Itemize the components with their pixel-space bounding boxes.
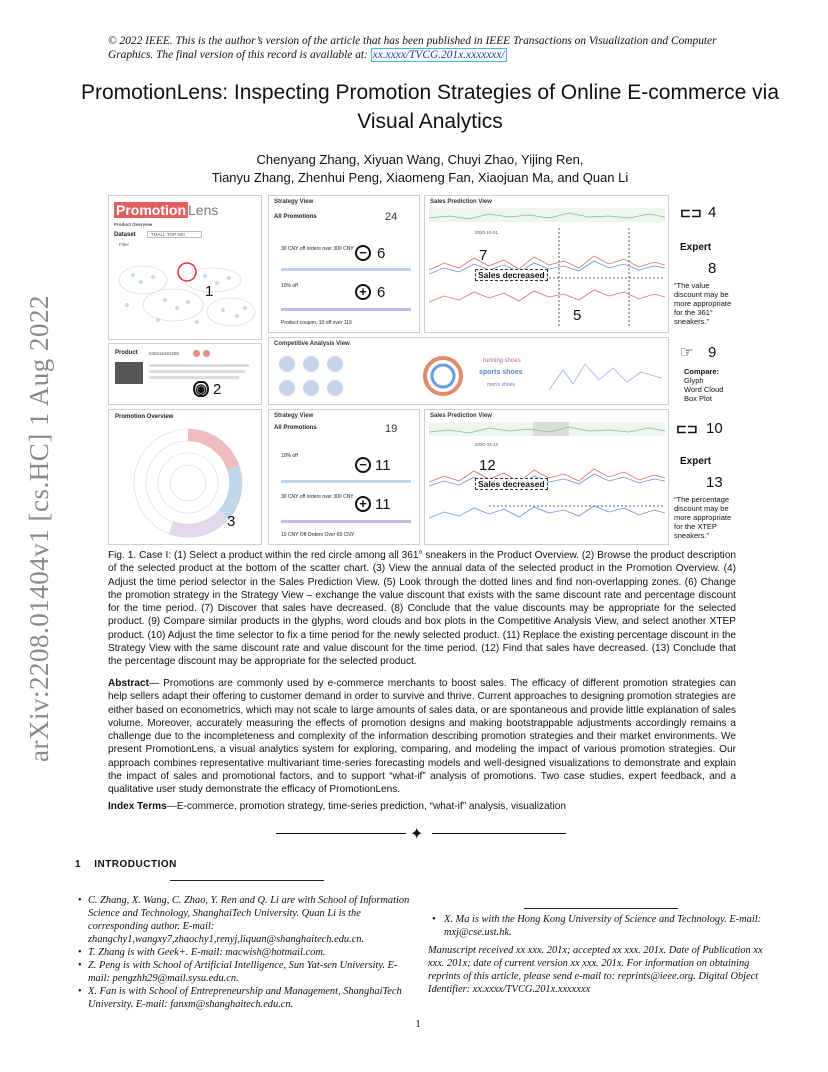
competitive-analysis-chart[interactable] (273, 350, 665, 404)
minus-icon: − (355, 457, 371, 473)
footnote-rule (170, 880, 324, 881)
compare-icon: ☞ (680, 344, 694, 361)
product-detail-panel (108, 343, 262, 405)
time-selector-icon: ⊏⊐ (680, 205, 702, 220)
minus-icon: − (355, 245, 371, 261)
step-6b-label: 6 (377, 284, 386, 301)
index-terms (108, 800, 736, 813)
footnote-item: • X. Fan is with School of Entrepreneurship and Management, ShanghaiTech University. E-mail: fanxm@shanghaitech.edu.cn. (78, 985, 418, 1011)
details-date-bottom: 2020-03-13 (475, 442, 499, 447)
authors-line-2: Tianyu Zhang, Zhenhui Peng, Xiaomeng Fan, Xiaojuan Ma, and Quan Li (211, 170, 629, 185)
strategy-slider-1[interactable] (281, 268, 411, 271)
selection-circle (178, 263, 196, 281)
strategy-view-top (268, 195, 420, 333)
step-9-label: 9 (708, 344, 717, 361)
step-2-label: 2 (213, 381, 222, 398)
plus-icon: + (355, 284, 371, 300)
product-action-icon[interactable] (193, 350, 200, 357)
step-3-label: 3 (227, 513, 236, 530)
doi-link[interactable]: xx.xxxx/TVCG.201x.xxxxxxx/ (372, 49, 505, 61)
page-number: 1 (415, 1018, 421, 1030)
strategy-slider-b2[interactable] (281, 520, 411, 523)
step-7-label: 7 (479, 247, 488, 264)
strategy-view-title-bottom: Strategy View (274, 413, 314, 419)
product-overview-title: Product Overview (114, 222, 153, 227)
details-date: 2020-10-01 (475, 230, 499, 235)
product-id: 536616451288 (149, 351, 180, 356)
copyright-text: © 2022 IEEE. This is the author’s version of the article that has been published in IEEE Transactions on Visualization and Computer Graphics. The final version of this record is available at: (108, 35, 717, 61)
footnote-rule-right (524, 908, 678, 909)
compare-items: Glyph Word Cloud Box Plot (684, 376, 724, 403)
step-13-label: 13 (706, 474, 723, 491)
strategy-item-b1[interactable]: 10% off (281, 453, 298, 459)
teaser-figure (108, 195, 734, 549)
filter-label: Filter (119, 242, 129, 247)
product-label: Product (115, 350, 138, 356)
affiliation-footnotes (78, 894, 418, 1011)
abstract-label: Abstract (108, 678, 149, 689)
sales-prediction-top (424, 195, 669, 333)
competitive-analysis-panel (268, 337, 669, 405)
strategy-view-bottom (268, 409, 420, 545)
step-1-label: 1 (205, 283, 214, 300)
sales-prediction-title-bottom: Sales Prediction View (430, 413, 492, 419)
strategy-item-b2[interactable]: 30 CNY off orders over 300 CNY (281, 494, 354, 500)
app-logo (114, 202, 218, 218)
section-heading (75, 859, 177, 870)
product-scatter-plot[interactable] (113, 250, 259, 338)
separator-right (432, 833, 566, 834)
logo-lens: Lens (188, 202, 219, 218)
sales-prediction-title: Sales Prediction View (430, 199, 492, 205)
product-remove-icon[interactable] (203, 350, 210, 357)
strategy-slider-b1[interactable] (281, 480, 411, 483)
copyright-note (108, 34, 748, 62)
paper-title: PromotionLens: Inspecting Promotion Strategies of Online E-commerce via Visual Analytics (81, 81, 779, 133)
all-promotions-label-bottom: All Promotions (274, 425, 317, 431)
expert-quote-top: “The value discount may be more appropriate for the 361° sneakers.” (674, 281, 732, 326)
authors-line-1: Chenyang Zhang, Xiyuan Wang, Chuyi Zhao, Yijing Ren, (256, 152, 584, 167)
product-desc-line (149, 376, 239, 379)
promotion-count-bottom: 19 (385, 423, 398, 435)
sales-prediction-bottom (424, 409, 669, 545)
competitive-view-title: Competitive Analysis View (274, 341, 350, 347)
arxiv-stamp (4, 292, 54, 762)
product-image (115, 362, 143, 384)
product-desc-line (149, 364, 249, 367)
product-overview-panel (108, 195, 262, 340)
footnote-item: • C. Zhang, X. Wang, C. Zhao, Y. Ren and Q. Li are with School of Information Science and Technology, ShanghaiTech University. Quan Li is the corresponding author. E-mail: zhangchy1,wangxy7,zhaochy1,renyj,liquan@shanghaitech.edu.cn. (78, 894, 418, 946)
step-11-label: 11 (375, 457, 391, 474)
dataset-label: Dataset (114, 232, 136, 238)
footnote-item: • T. Zhang is with Geek+. E-mail: macwish@hotmail.com. (78, 946, 418, 959)
strategy-item-2[interactable]: 10% off (281, 283, 298, 289)
promotion-count: 24 (385, 211, 398, 223)
strategy-slider-2[interactable] (281, 308, 411, 311)
abstract (108, 677, 736, 797)
expert-quote-bottom: “The percentage discount may be more appropriate for the XTEP sneakers.” (674, 495, 732, 540)
figure-caption: Fig. 1. Case I: (1) Select a product within the red circle among all 361° sneakers in the Product Overview. (2) Browse the product description of the selected product at the bottom of the scatter chart. (3) View the annual data of the selected product in the Promotion Overview. (4) Adjust the time period selector in the Sales Prediction View. (5) Look through the dotted lines and find non-overlapping zones. (6) Change the promotion strategy in the Strategy View – exchange the value discount that exists with the same discount rate and percentage discount for the time period. (7) Discover that sales have decreased. (8) Conclude that the value discounts may be appropriate for the selected product. (9) Compare similar products in the glyphs, word clouds and box plots in the Competitive Analysis View, and select another XTEP product. (10) Adjust the time selector to fix a time period for the newly selected product. (11) Replace the existing percentage discount in the Strategy View with the same discount rate and value discount for the time period. (12) Find that sales have decreased. (13) Conclude that the percentage discount may be appropriate for the selected product. (108, 550, 736, 668)
expert-label-bottom: Expert (680, 456, 712, 467)
strategy-item-3[interactable]: Product coupon, 10 off over 119 (281, 320, 352, 326)
svg-text:sports shoes: sports shoes (479, 369, 523, 376)
footnote-item: • Z. Peng is with School of Artificial Intelligence, Sun Yat-sen University. E-mail: pengzhh29@mail.sysu.edu.cn. (78, 959, 418, 985)
promotion-overview-panel (108, 409, 262, 545)
arxiv-stamp-text: arXiv:2208.01404v1 [cs.HC] 1 Aug 2022 (24, 295, 54, 762)
time-selector-icon: ⊏⊐ (676, 421, 698, 436)
separator-left (276, 833, 406, 834)
dataset-select[interactable]: TMALL-TOP 500 (147, 231, 202, 238)
abstract-text: — Promotions are commonly used by e-commerce merchants to boost sales. The efficacy of different promotion strategies can help sellers adapt their offering to customer demand in order to survive and thrive. Current approaches to designing promotion strategies are either based on econometrics, which may not scale to large amounts of sales data, or are spontaneous and provide little explanation of sales volume. Moreover, accurately measuring the effects of promotion designs and making bootstrappable adjustments accordingly remains a challenge due to the incompleteness and complexity of the information describing promotion strategies and their market environments. We present PromotionLens, a visual analytics system for exploring, comparing, and modeling the impact of various promotion strategies. Our approach combines representative multivariant time-series forecasting models and well-designed visualizations to demonstrate and explain the impact of sales and promotional factors, and to support “what-if” analysis of promotions. Two case studies, expert feedback, and a qualitative user study demonstrate the efficacy of PromotionLens. (108, 678, 736, 796)
section-title: INTRODUCTION (94, 859, 177, 870)
sales-decreased-label-bottom: Sales decreased (475, 478, 548, 490)
step-4-label: 4 (708, 204, 717, 221)
step-11b-label: 11 (375, 496, 391, 513)
section-number: 1 (75, 859, 82, 870)
strategy-item-1[interactable]: 30 CNY off orders over 300 CNY (281, 246, 354, 252)
separator-star-icon: ✦ (410, 824, 424, 843)
step-10-label: 10 (706, 420, 723, 437)
manuscript-note: Manuscript received xx xxx. 201x; accepted xx xxx. 201x. Date of Publication xx xxx. 201x; date of current version xx xxx. 201x. For information on obtaining reprints of this article, please send e-mail to: reprints@ieee.org. Digital Object Identifier: xx.xxxx/TVCG.201x.xxxxxxx (428, 945, 763, 995)
author-list (150, 151, 690, 187)
all-promotions-label: All Promotions (274, 214, 317, 220)
svg-text:running shoes: running shoes (483, 358, 521, 364)
index-terms-text: —E-commerce, promotion strategy, time-series prediction, “what-if” analysis, visualization (166, 801, 566, 812)
product-desc-line (149, 370, 245, 373)
svg-text:men's shoes: men's shoes (487, 382, 515, 388)
promotion-overview-title: Promotion Overview (115, 414, 174, 420)
step-6-label: 6 (377, 245, 386, 262)
compare-title: Compare: (684, 367, 720, 376)
step-5-label: 5 (573, 307, 582, 324)
expert-label-top: Expert (680, 242, 712, 253)
eye-icon: ◉ (193, 381, 209, 397)
strategy-view-title: Strategy View (274, 199, 314, 205)
affiliation-footnotes-right (432, 913, 772, 939)
logo-promotion: Promotion (116, 202, 186, 218)
strategy-item-b3[interactable]: 10 CNY Off Orders Over 69 CNY (281, 532, 355, 538)
step-8-label: 8 (708, 260, 717, 277)
step-12-label: 12 (479, 457, 496, 474)
sales-decreased-label: Sales decreased (475, 269, 548, 281)
index-terms-label: Index Terms (108, 801, 167, 812)
footnote-item: • X. Ma is with the Hong Kong University of Science and Technology. E-mail: mxj@cse.ust.hk. (432, 913, 772, 939)
plus-icon: + (355, 496, 371, 512)
